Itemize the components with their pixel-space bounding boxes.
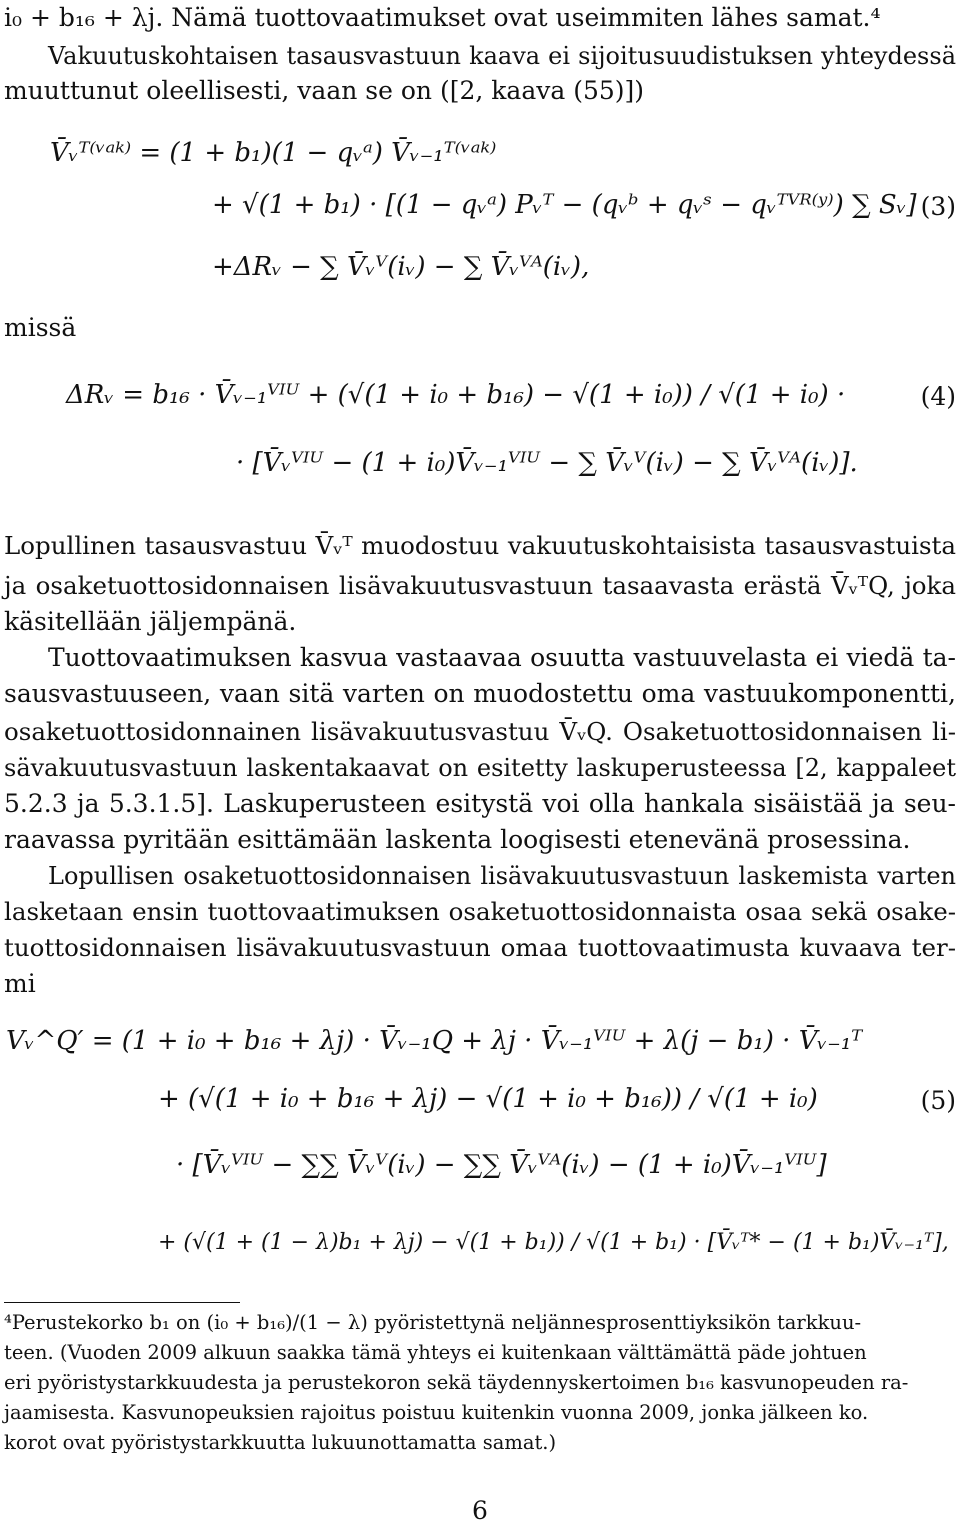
footnote-line: eri pyöristystarkkuudesta ja perustekoron sekä täydennyskertoimen b₁₆ kasvunopeuden ra- xyxy=(4,1371,909,1394)
text-line: Vakuutuskohtaisen tasausvastuun kaava ei sijoitusuudistuksen yhteydessä xyxy=(48,42,956,70)
footnote-line: ⁴Perustekorko b₁ on (i₀ + b₁₆)/(1 − λ) pyöristettynä neljännesprosenttiyksikön tarkkuu- xyxy=(4,1311,862,1334)
text-line: 5.2.3 ja 5.3.1.5]. Laskuperusteen esitystä voi olla hankala sisäistää ja seu- xyxy=(4,789,956,818)
equation-3-row-3: +ΔRᵥ − ∑ V̄ᵥⱽ(iᵥ) − ∑ V̄ᵥⱽᴬ(iᵥ), xyxy=(212,252,590,282)
equation-3-row-1: V̄ᵥᵀ⁽ᵛᵃᵏ⁾ = (1 + b₁)(1 − qᵥᵃ) V̄ᵥ₋₁ᵀ⁽ᵛᵃᵏ⁾ xyxy=(50,138,497,168)
equation-4-row-2: · [V̄ᵥⱽᴵᵁ − (1 + i₀)V̄ᵥ₋₁ⱽᴵᵁ − ∑ V̄ᵥⱽ(iᵥ) − ∑ V̄ᵥⱽᴬ(iᵥ)]. xyxy=(236,448,858,478)
equation-3-row-2: + √(1 + b₁) · [(1 − qᵥᵃ) Pᵥᵀ − (qᵥᵇ + qᵥˢ − qᵥᵀⱽᴿ⁽ʸ⁾) ∑ Sᵥ] xyxy=(212,190,917,220)
text-line: osaketuottosidonnainen lisävakuutusvastuu V̄ᵥQ. Osaketuottosidonnaisen li- xyxy=(4,717,956,746)
equation-5-row-3: · [V̄ᵥⱽᴵᵁ − ∑∑ V̄ᵥⱽ(iᵥ) − ∑∑ V̄ᵥⱽᴬ(iᵥ) − (1 + i₀)V̄ᵥ₋₁ⱽᴵᵁ] xyxy=(176,1150,827,1180)
equation-number-3: (3) xyxy=(920,192,956,221)
equation-4-row-1: ΔRᵥ = b₁₆ · V̄ᵥ₋₁ⱽᴵᵁ + (√(1 + i₀ + b₁₆) − √(1 + i₀)) / √(1 + i₀) · xyxy=(66,380,846,410)
text-line: sävakuutusvastuun laskentakaavat on esitetty laskuperusteessa [2, kappaleet xyxy=(4,754,956,782)
text-line: raavassa pyritään esittämään laskenta loogisesti etenevänä prosessina. xyxy=(4,825,911,854)
footnote-line: teen. (Vuoden 2009 alkuun saakka tämä yhteys ei kuitenkaan välttämättä päde johtuen xyxy=(4,1341,867,1364)
text-line: Lopullisen osaketuottosidonnaisen lisävakuutusvastuun laskemista varten xyxy=(48,862,956,890)
text-line: Lopullinen tasausvastuu V̄ᵥᵀ muodostuu vakuutuskohtaisista tasausvastuista xyxy=(4,531,956,560)
text-line: Tuottovaatimuksen kasvua vastaavaa osuutta vastuuvelasta ei viedä ta- xyxy=(48,643,956,672)
text-line: ja osaketuottosidonnaisen lisävakuutusvastuun tasaavasta erästä V̄ᵥᵀQ, joka xyxy=(4,571,956,600)
equation-5-row-1: Vᵥ^Q′ = (1 + i₀ + b₁₆ + λj) · V̄ᵥ₋₁Q + λj · V̄ᵥ₋₁ⱽᴵᵁ + λ(j − b₁) · V̄ᵥ₋₁ᵀ xyxy=(6,1026,863,1056)
text-line: tuottosidonnaisen lisävakuutusvastuun omaa tuottovaatimusta kuvaava ter- xyxy=(4,933,956,962)
text-line: lasketaan ensin tuottovaatimuksen osaketuottosidonnaista osaa sekä osake- xyxy=(4,897,956,926)
text-line: mi xyxy=(4,969,36,998)
equation-5-row-4: + (√(1 + (1 − λ)b₁ + λj) − √(1 + b₁)) / √(1 + b₁) · [V̄ᵥᵀ* − (1 + b₁)V̄ᵥ₋₁ᵀ], xyxy=(158,1230,949,1255)
page-number: 6 xyxy=(472,1496,488,1525)
equation-number-5: (5) xyxy=(920,1086,956,1115)
text-line: käsitellään jäljempänä. xyxy=(4,607,297,636)
footnote-line: korot ovat pyöristystarkkuutta lukuunottamatta samat.) xyxy=(4,1431,557,1454)
text-line: sausvastuuseen, vaan sitä varten on muodostettu oma vastuukomponentti, xyxy=(4,679,956,708)
equation-5-row-2: + (√(1 + i₀ + b₁₆ + λj) − √(1 + i₀ + b₁₆)) / √(1 + i₀) xyxy=(158,1084,818,1114)
text-line: i₀ + b₁₆ + λj. Nämä tuottovaatimukset ovat useimmiten lähes samat.⁴ xyxy=(4,3,881,32)
equation-number-4: (4) xyxy=(920,382,956,411)
text-line: muuttunut oleellisesti, vaan se on ([2, kaava (55)]) xyxy=(4,76,645,105)
footnote-rule xyxy=(4,1302,240,1303)
footnote-line: jaamisesta. Kasvunopeuksien rajoitus poistuu kuitenkin vuonna 2009, jonka jälkeen ko. xyxy=(4,1401,869,1424)
text-missa: missä xyxy=(4,313,77,342)
